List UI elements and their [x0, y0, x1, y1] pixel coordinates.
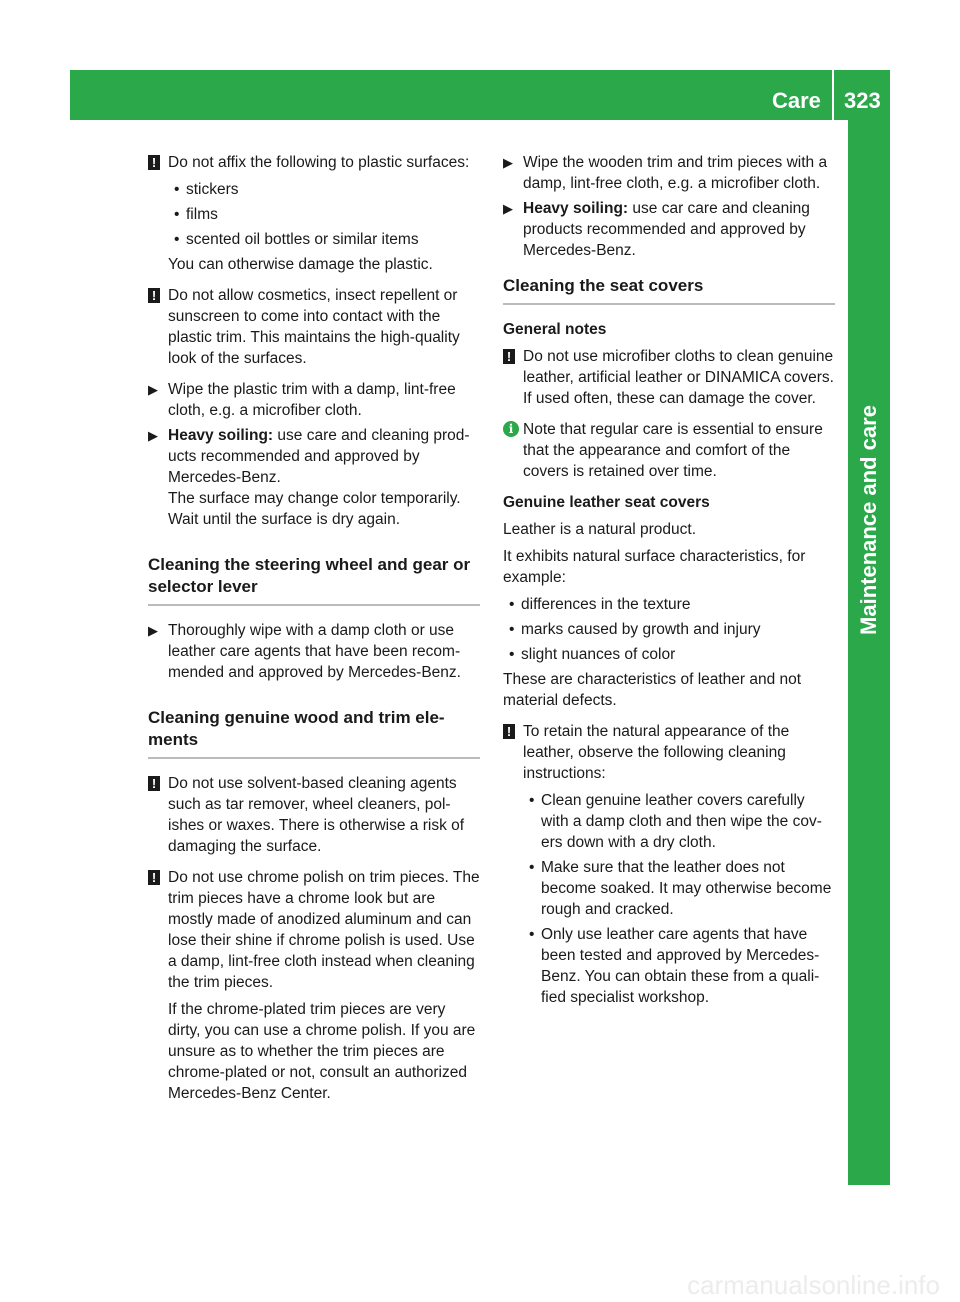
list-item: • scented oil bottles or similar items [174, 231, 419, 248]
list-item-text: marks caused by growth and injury [521, 621, 761, 638]
step-arrow-icon: ▶ [503, 201, 513, 216]
right-column [503, 152, 835, 1018]
list-item-text: differences in the texture [521, 596, 691, 613]
step-bold-label: Heavy soiling: [168, 427, 274, 444]
warning-retain-appearance [503, 721, 835, 1008]
list-item: • differences in the texture [509, 596, 691, 613]
list-item: • marks caused by growth and injury [509, 621, 761, 638]
info-icon: i [503, 421, 519, 437]
warning-icon: ! [503, 349, 515, 364]
warning-text: Do not allow cosmetics, insect repellent or sunscreen to come into contact with the plastic trim. This maintains the high-quality look of the surfaces. [168, 287, 460, 367]
step-bold-label: Heavy soiling: [523, 200, 629, 217]
warning-text: Do not affix the following to plastic surfaces: [168, 154, 470, 171]
list-item: • slight nuances of color [509, 646, 676, 663]
step-arrow-icon: ▶ [148, 382, 158, 397]
warning-text: To retain the natural appearance of the leather, observe the following cleaning instructions: [523, 723, 790, 782]
list-item-text: Clean genuine leather covers carefully with a damp cloth and then wipe the covers down with a dry cloth. [541, 792, 822, 851]
warning-text: Do not use chrome polish on trim pieces. The trim pieces have a chrome look but are mostly made of anodized aluminum and can lose their shine if chrome polish is used. Use a damp, lint-free cloth instead when cleaning the trim pieces. [168, 869, 480, 991]
warning-icon: ! [148, 776, 160, 791]
warning-chrome-polish [148, 867, 480, 1104]
list-item: • Only use leather care agents that have been tested and approved by Mercedes-Benz. You can obtain these from a qualified specialist workshop. [529, 926, 820, 1006]
list-item: • Make sure that the leather does not become soaked. It may otherwise become rough and cracked. [529, 859, 832, 918]
list-item-text: slight nuances of color [521, 646, 676, 663]
info-text: Note that regular care is essential to ensure that the appearance and comfort of the covers is retained over time. [523, 421, 823, 480]
page-number: 323 [844, 88, 881, 113]
watermark: carmanualsonline.info [687, 1270, 940, 1300]
step-heavy-soiling-wood [503, 198, 835, 261]
step-arrow-icon: ▶ [503, 155, 513, 170]
left-column [148, 152, 480, 1114]
warning-icon: ! [148, 288, 160, 303]
step-heavy-soiling [148, 425, 480, 530]
warning-text: Do not use solvent-based cleaning agents such as tar remover, wheel cleaners, polishes or waxes. There is otherwise a risk of damaging the surface. [168, 775, 465, 855]
warning-microfiber [503, 346, 835, 409]
warning-icon: ! [148, 870, 160, 885]
heading-wood-trim: Cleaning genuine wood and trim elements [148, 707, 480, 759]
section-title: Care [772, 88, 821, 113]
list-item-text: stickers [186, 181, 239, 198]
step-arrow-icon: ▶ [148, 623, 158, 638]
bullet-list [523, 790, 835, 1008]
bullet-list [168, 179, 480, 250]
step-text: Wipe the wooden trim and trim pieces with a damp, lint-free cloth, e.g. a microfiber cloth. [523, 154, 828, 192]
side-tab [848, 120, 890, 1185]
warning-cosmetics [148, 285, 480, 369]
step-text: use care and cleaning products recommended and approved by Mercedes-Benz. [168, 427, 470, 486]
step-wipe-wood [503, 152, 835, 194]
step-text: Thoroughly wipe with a damp cloth or use leather care agents that have been recommended and approved by Mercedes-Benz. [168, 622, 461, 681]
heading-seat-covers: Cleaning the seat covers [503, 275, 835, 305]
warning-text: Do not use microfiber cloths to clean genuine leather, artificial leather or DINAMICA covers. If used often, these can damage the cover. [523, 348, 834, 407]
info-regular-care [503, 419, 835, 482]
side-tab-block [848, 1130, 890, 1185]
step-wipe-steering [148, 620, 480, 683]
step-arrow-icon: ▶ [148, 428, 158, 443]
side-tab-label: Maintenance and care [856, 405, 881, 635]
list-item: • films [174, 206, 218, 223]
warning-plastic-affix [148, 152, 480, 275]
list-item-text: films [186, 206, 218, 223]
list-item: • stickers [174, 181, 239, 198]
warning-text: You can otherwise damage the plastic. [168, 256, 433, 273]
step-note: The surface may change color temporarily. Wait until the surface is dry again. [168, 490, 461, 528]
bullet-list [503, 594, 835, 665]
heading-steering-wheel: Cleaning the steering wheel and gear or selector lever [148, 554, 480, 606]
list-item-text: scented oil bottles or similar items [186, 231, 419, 248]
list-item-text: Only use leather care agents that have been tested and approved by Mercedes-Benz. You can obtain these from a qualified specialist workshop. [541, 926, 820, 1006]
paragraph: It exhibits natural surface characteristics, for example: [503, 548, 806, 586]
paragraph: Leather is a natural product. [503, 521, 697, 538]
list-item: • Clean genuine leather covers carefully with a damp cloth and then wipe the covers down with a dry cloth. [529, 792, 822, 851]
subheading-general-notes: General notes [503, 321, 607, 338]
paragraph: These are characteristics of leather and not material defects. [503, 671, 802, 709]
step-text: use car care and cleaning products recommended and approved by Mercedes-Benz. [523, 200, 810, 259]
warning-solvent [148, 773, 480, 857]
list-item-text: Make sure that the leather does not become soaked. It may otherwise become rough and cracked. [541, 859, 832, 918]
header-bar [70, 70, 890, 120]
step-wipe-plastic [148, 379, 480, 421]
warning-icon: ! [148, 155, 160, 170]
header-divider [832, 70, 834, 120]
subheading-genuine-leather: Genuine leather seat covers [503, 494, 710, 511]
warning-text: If the chrome-plated trim pieces are very dirty, you can use a chrome polish. If you are unsure as to whether the trim pieces are chrome-plated or not, consult an authorized Mercedes-Benz Center. [168, 1001, 476, 1102]
warning-icon: ! [503, 724, 515, 739]
step-text: Wipe the plastic trim with a damp, lint-free cloth, e.g. a microfiber cloth. [168, 381, 456, 419]
